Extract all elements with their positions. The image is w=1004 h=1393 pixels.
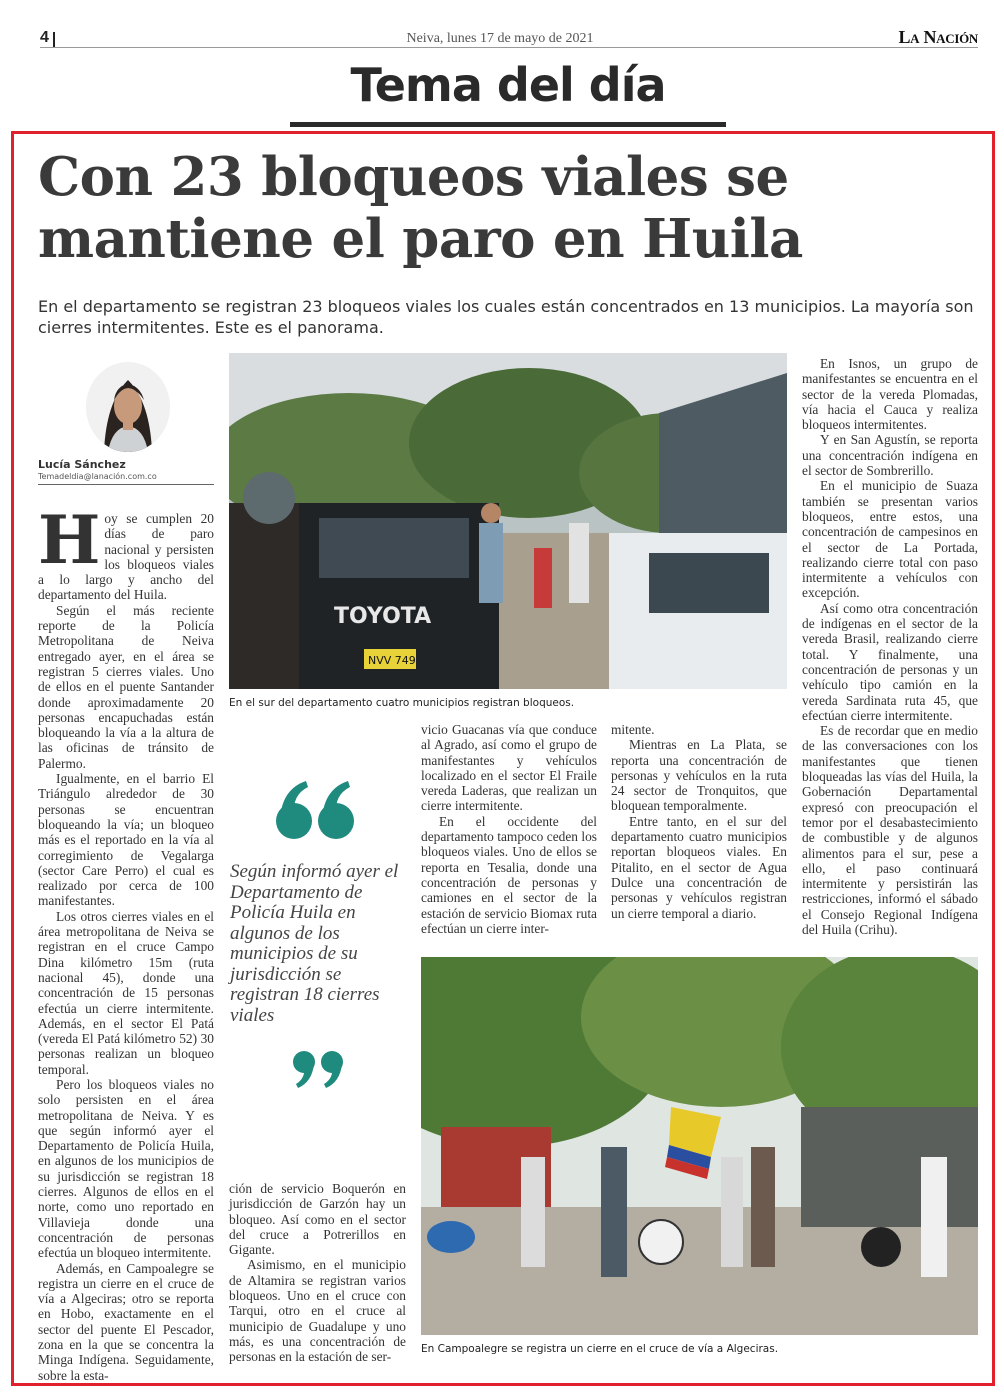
column-paragraph: Igualmente, en el barrio El Triángulo alrededor de 30 personas se encuentran bloqueando la vía; un bloqueo más es el reportado en la vía al corregimiento de Vegalarga (sector Care Perro) el cual es realizado por cerca de 100 manifestantes. — [38, 771, 214, 909]
column-paragraph: Es de recordar que en medio de las conversaciones con los manifestantes que tienen bloqueadas las vías del Huila, la Gobernación Departamental expresó con preocupación el temor por el desabastecimiento de combustible y de algunos alimentos para el sur, pese a ello, el paso continuará intermitente y persistirán las restricciones, informó el sábado el Consejo Regional Indígena del Huila (Crihu). — [802, 723, 978, 937]
column-paragraph: Además, en Campoalegre se registra un cierre en el cruce de vía a Algeciras; otro se reporta en Hobo, exactamente en el sector del puente El Pescador, zona en la que se concentra la Minga Indígena. Seguidamente, sobre la esta- — [38, 1260, 214, 1383]
article-column-1 — [38, 501, 214, 1383]
column-paragraph: En el municipio de Suaza también se presentan varios bloqueos, entre estos, una concentración de campesinos en el sector de La Portada, realizando cierre total con paso intermitente a vehículos con excepción. — [802, 478, 978, 601]
column-paragraph: Entre tanto, en el sur del departamento cuatro municipios reportan bloqueos viales. En Pitalito, en el sector de Agua Dulce una concentración de personas y vehículos registran un cierre temporal a diario. — [611, 813, 787, 921]
column-paragraph: Y en San Agustín, se reporta una concentración indígena en el sector de Sombrerillo. — [802, 432, 978, 479]
section-title: Tema del día — [350, 58, 666, 112]
photo-caption: En Campoalegre se registra un cierre en el cruce de vía a Algeciras. — [421, 1343, 779, 1355]
article-column-3 — [421, 722, 597, 936]
column-paragraph: Los otros cierres viales en el área metropolitana de Neiva se registran en el cruce Campo Dina kilómetro 15m (ruta nacional 45), donde una concentración de 15 personas efectúa un cierre intermitente. Además, en el sector El Patá (vereda El Patá kilómetro 52) 30 personas realizan un bloqueo temporal. — [38, 908, 214, 1077]
column-paragraph: Mientras en La Plata, se reporta una concentración de personas y vehículos en la ruta 24 sector de Tronquitos, que bloquean temporalmente. — [611, 737, 787, 814]
article-column-2 — [229, 1181, 406, 1365]
article-column-5 — [802, 356, 978, 937]
column-paragraph: En Isnos, un grupo de manifestantes se encuentra en el sector de la vereda Plomadas, vía hacia el Cauca y realiza bloqueos intermitentes. — [802, 356, 978, 433]
column-paragraph: mitente. — [611, 722, 655, 737]
close-quote-icon — [290, 1050, 350, 1092]
newspaper-logo: La Nación — [898, 27, 978, 47]
column-paragraph: Así como otra concentración de indígenas en el sector de la vereda Brasil, realizando cierre total. Y finalmente, una concentración de personas y un vehículo tipo camión en la vereda Sardinata ruta 45, que efectúan cierre intermitente. — [802, 600, 978, 723]
author-avatar — [86, 362, 170, 452]
column-paragraph: ción de servicio Boquerón en jurisdicción de Garzón hay un bloqueo. Así como en el sector del cruce a Potrerillos en Gigante. — [229, 1181, 406, 1258]
header-rule — [40, 47, 978, 48]
license-plate: NVV 749 — [368, 654, 416, 667]
column-paragraph: Según el más reciente reporte de la Policía Metropolitana de Neiva entregado ayer, en el área se registran 5 cierres viales. Uno de ellos en el puente Santander donde aproximadamente 20 personas encapuchadas están bloqueando la vía a la altura de las oficinas de tránsito de Palermo. — [38, 602, 214, 771]
article-column-4 — [611, 722, 787, 921]
photo-roadblock-south — [229, 353, 787, 689]
author-divider — [38, 484, 214, 485]
page-number: 4 — [40, 29, 49, 46]
column-paragraph: Asimismo, en el municipio de Altamira se registran varios bloqueos. Uno en el cruce con Tarqui, otro en el cruce al municipio de Guadalupe y uno más, es una concentración de personas en la estación de ser- — [229, 1257, 406, 1365]
photo-campoalegre-blockade — [421, 957, 978, 1335]
column-paragraph: En el occidente del departamento tampoco ceden los bloqueos viales. Uno de ellos se reporta en Tesalia, donde una concentración de personas y camiones en el sector de la estación de servicio Biomax ruta efectúan un cierre inter- — [421, 813, 597, 936]
author-email[interactable]: Temadeldia@lanación.com.co — [38, 472, 157, 481]
author-name: Lucía Sánchez — [38, 458, 126, 471]
column-paragraph: Hoy se cumplen 20 días de paro nacional y persisten los bloqueos viales a lo largo y ancho del departamento del Huila. — [38, 501, 214, 603]
article-deck: En el departamento se registran 23 bloqueos viales los cuales están concentrados en 13 municipios. La mayoría son cierres intermitentes. Este es el panorama. — [38, 297, 974, 337]
dateline: Neiva, lunes 17 de mayo de 2021 — [406, 31, 594, 46]
column-paragraph: vicio Guacanas vía que conduce al Agrado, así como el grupo de manifestantes y vehículos localizado en el sector El Fraile vereda Laderas, que realizan un cierre intermitente. — [421, 722, 597, 814]
article-headline: Con 23 bloqueos viales se mantiene el paro en Huila — [38, 146, 803, 270]
section-underline — [290, 122, 726, 127]
open-quote-icon — [272, 775, 362, 845]
drop-cap: H — [38, 501, 101, 579]
photo-caption: En el sur del departamento cuatro municipios registran bloqueos. — [229, 697, 575, 709]
pull-quote: Según informó ayer el Departamento de Policía Huila en algunos de los municipios de su jurisdicción se registran 18 cierres viales — [230, 861, 399, 1026]
tailgate-text: TOYOTA — [334, 604, 432, 629]
column-paragraph: Pero los bloqueos viales no solo persisten en el área metropolitana de Neiva. Y es que según informó ayer el Departamento de Policía Huila, en algunos de los municipios de su jurisdicción se registran 18 cierres. Algunos de ellos en el norte, como uno reportado en Villavieja donde una concentración de personas efectúa un bloqueo intermitente. — [38, 1076, 214, 1261]
